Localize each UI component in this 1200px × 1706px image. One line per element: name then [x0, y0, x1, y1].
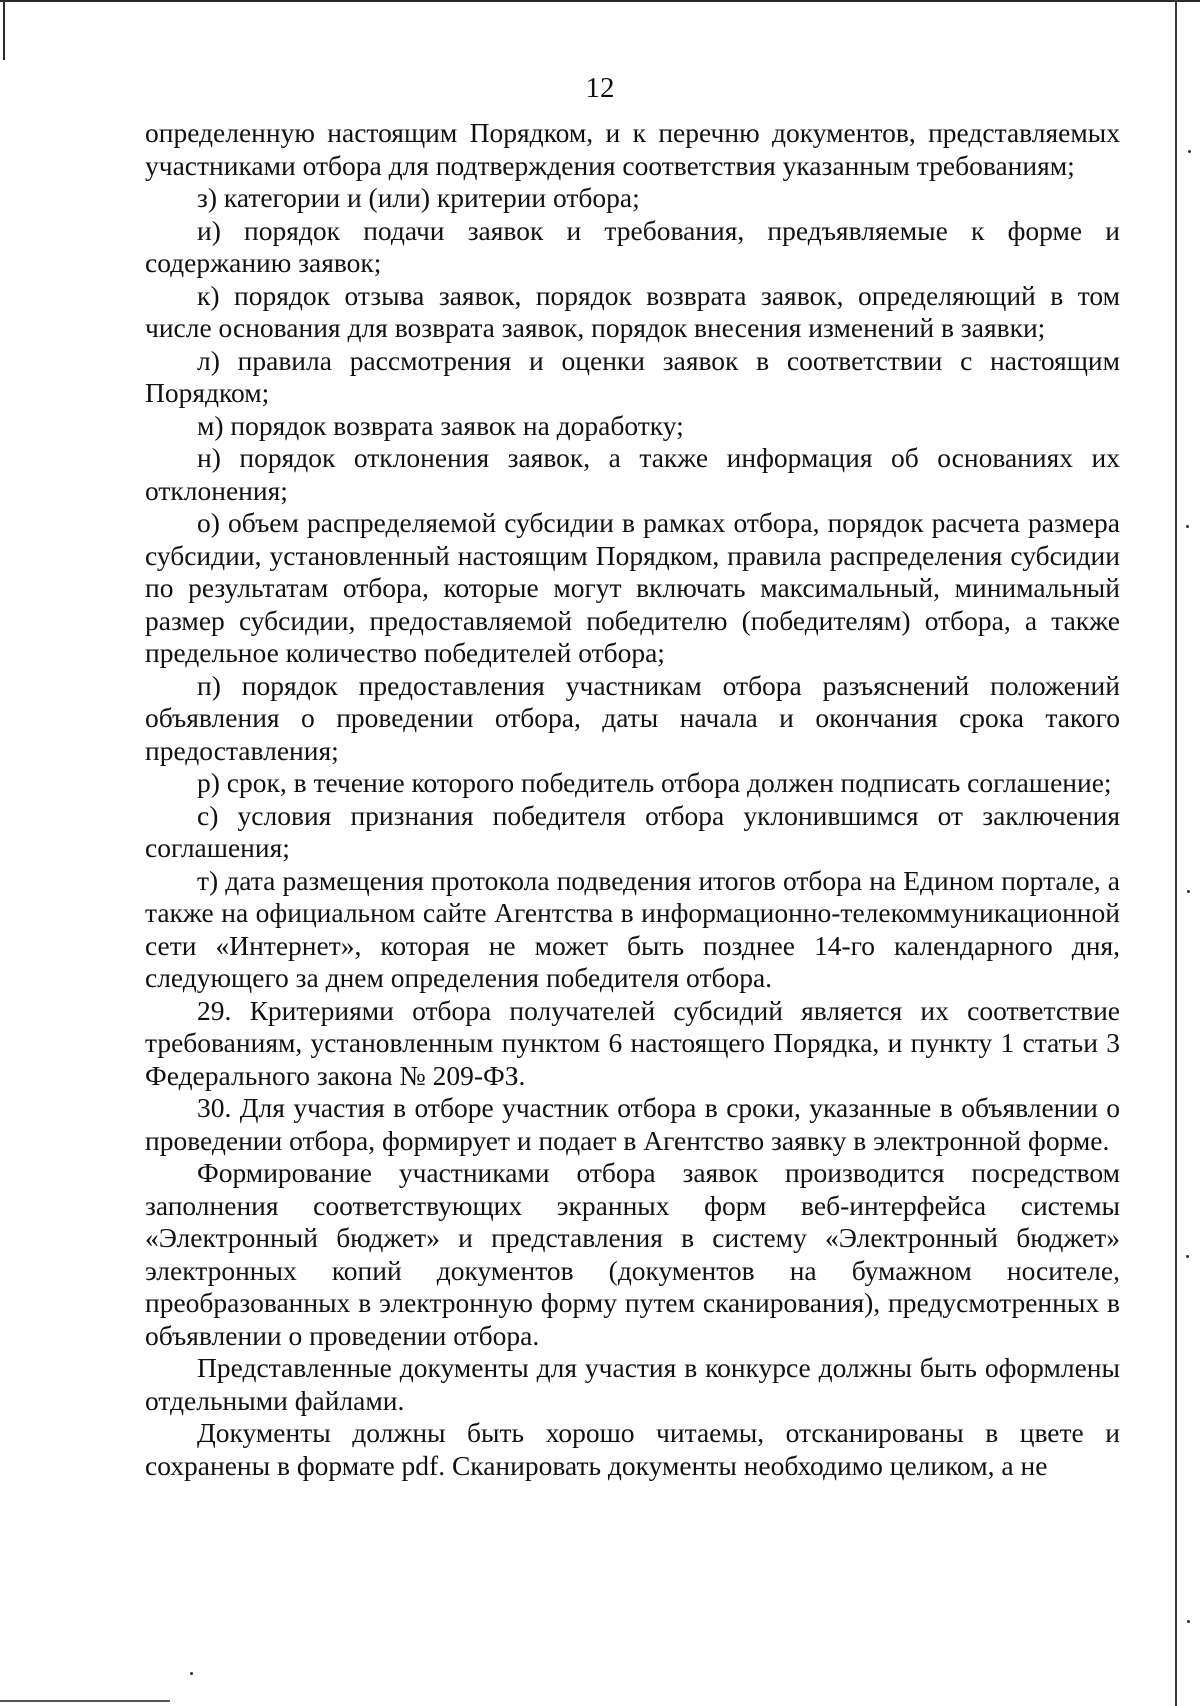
paragraph: 29. Критериями отбора получателей субсидий является их соответствие требованиям, установленным пунктом 6 настоящего Порядка, и пункту 1 статьи 3 Федерального закона № 209-ФЗ.: [145, 994, 1120, 1091]
scan-speck: [1187, 890, 1190, 893]
paragraph: Документы должны быть хорошо читаемы, отсканированы в цвете и сохранены в формате pdf. Сканировать документы необходимо целиком, а не: [145, 1417, 1120, 1481]
document-body: [145, 117, 1120, 1482]
paragraph: п) порядок предоставления участникам отбора разъяснений положений объявления о проведении отбора, даты начала и окончания срока такого предоставления;: [145, 669, 1120, 766]
paragraph: определенную настоящим Порядком, и к перечню документов, представляемых участниками отбора для подтверждения соответствия указанным требованиям;: [145, 117, 1120, 181]
scan-border-left: [3, 0, 5, 60]
paragraph: о) объем распределяемой субсидии в рамках отбора, порядок расчета размера субсидии, установленный настоящим Порядком, правила распределения субсидии по результатам отбора, которые могут включать максимальный, минимальный размер субсидии, предоставляемой победителю (победителям) отбора, а также предельное количество победителей отбора;: [145, 507, 1120, 668]
paragraph: 30. Для участия в отборе участник отбора в сроки, указанные в объявлении о проведении отбора, формирует и подает в Агентство заявку в электронной форме.: [145, 1092, 1120, 1156]
paragraph: л) правила рассмотрения и оценки заявок в соответствии с настоящим Порядком;: [145, 344, 1120, 408]
scan-speck: [190, 1672, 193, 1675]
paragraph: м) порядок возврата заявок на доработку;: [197, 409, 684, 441]
scan-speck: [1188, 150, 1191, 153]
paragraph: и) порядок подачи заявок и требования, предъявляемые к форме и содержанию заявок;: [145, 214, 1120, 278]
paragraph: р) срок, в течение которого победитель отбора должен подписать соглашение;: [197, 767, 1112, 798]
paragraph: з) категории и (или) критерии отбора;: [197, 182, 640, 213]
paragraph: с) условия признания победителя отбора уклонившимся от заключения соглашения;: [145, 799, 1120, 863]
paragraph: к) порядок отзыва заявок, порядок возврата заявок, определяющий в том числе основания для возврата заявок, порядок внесения изменений в заявки;: [145, 279, 1120, 343]
paragraph: т) дата размещения протокола подведения итогов отбора на Едином портале, а также на официальном сайте Агентства в информационно-телекоммуникационной сети «Интернет», которая не может быть позднее 14-го календарного дня, следующего за днем определения победителя отбора.: [145, 864, 1120, 993]
scan-border-right: [1175, 0, 1177, 1706]
page-number: 12: [585, 72, 615, 104]
scan-border-top: [0, 0, 1200, 2]
scan-speck: [1186, 525, 1189, 528]
scan-speck: [1187, 1620, 1190, 1623]
paragraph: Формирование участниками отбора заявок производится посредством заполнения соответствующих экранных форм веб-интерфейса системы «Электронный бюджет» и представления в систему «Электронный бюджет» электронных копий документов (документов на бумажном носителе, преобразованных в электронную форму путем сканирования), предусмотренных в объявлении о проведении отбора.: [145, 1157, 1120, 1351]
scan-border-bottom: [0, 1700, 170, 1702]
scan-speck: [1186, 1255, 1189, 1258]
paragraph: н) порядок отклонения заявок, а также информация об основаниях их отклонения;: [145, 442, 1120, 506]
paragraph: Представленные документы для участия в конкурсе должны быть оформлены отдельными файлами.: [145, 1352, 1120, 1416]
